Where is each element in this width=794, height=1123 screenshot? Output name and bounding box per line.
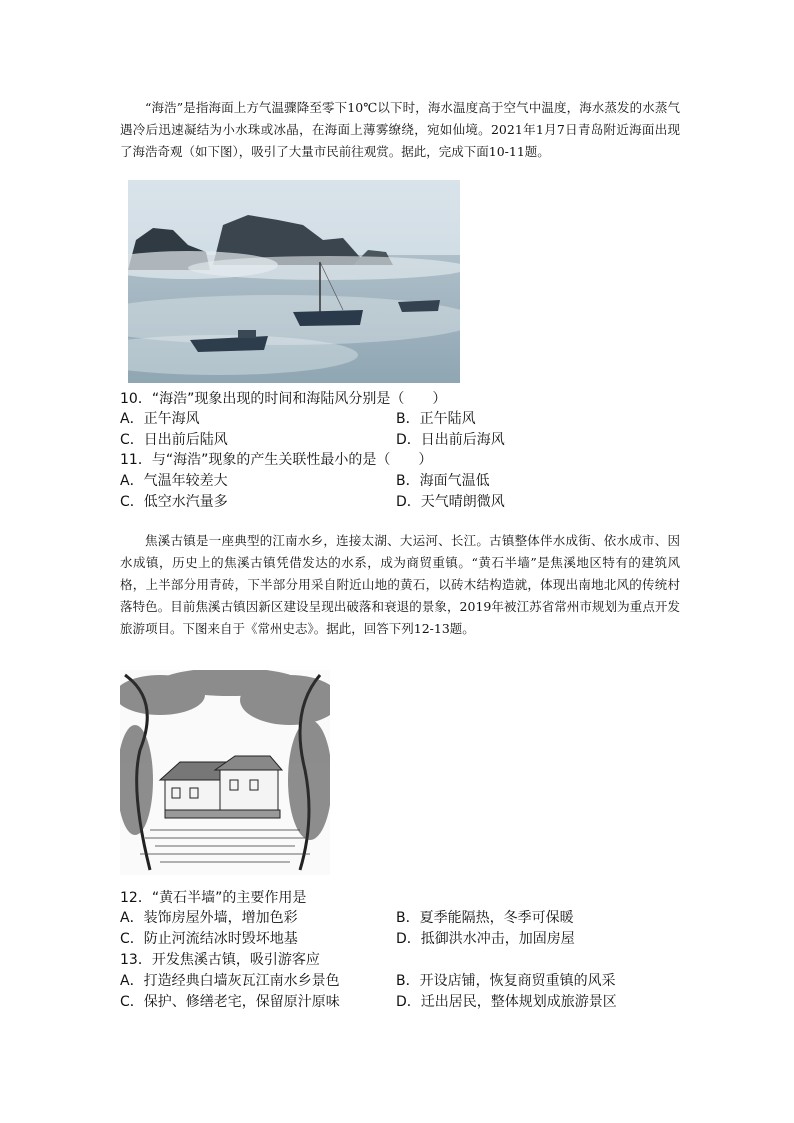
q12-option-b[interactable]: B．夏季能隔热，冬季可保暖 <box>396 910 574 926</box>
q13-option-c[interactable]: C．保护、修缮老宅，保留原汁原味 <box>120 994 340 1010</box>
question-10-stem: 10．“海浩”现象出现的时间和海陆风分别是（ ） <box>120 391 447 407</box>
q12-option-a[interactable]: A．装饰房屋外墙，增加色彩 <box>120 910 298 926</box>
q11-option-a[interactable]: A．气温年较差大 <box>120 473 228 489</box>
q12-option-d[interactable]: D．抵御洪水冲击，加固房屋 <box>396 931 575 947</box>
passage-jiaoxi: 焦溪古镇是一座典型的江南水乡，连接太湖、大运河、长江。古镇整体伴水成街、依水成市、因水成镇，历史上的焦溪古镇凭借发达的水系，成为商贸重镇。“黄石半墙”是焦溪地区特有的建筑风格，上半部分用青砖，下半部分用采自附近山地的黄石，以砖木结构造就，体现出南地北风的传统村落特色。目前焦溪古镇因新区建设呈现出破落和衰退的景象，2019年被江苏省常州市规划为重点开发旅游项目。下图来自于《常州史志》。据此，回答下列12-13题。 <box>120 533 680 636</box>
q11-option-b[interactable]: B．海面气温低 <box>396 473 490 489</box>
q11-option-c[interactable]: C．低空水汽量多 <box>120 494 228 510</box>
question-11-stem: 11．与“海浩”现象的产生关联性最小的是（ ） <box>120 452 433 468</box>
q13-option-d[interactable]: D．迁出居民，整体规划成旅游景区 <box>396 994 617 1010</box>
q11-option-d[interactable]: D．天气晴朗微风 <box>396 494 505 510</box>
sea-smoke-photo <box>128 180 460 383</box>
question-13-stem: 13．开发焦溪古镇，吸引游客应 <box>120 952 320 968</box>
q10-option-c[interactable]: C．日出前后陆风 <box>120 432 228 448</box>
question-12-stem: 12．“黄石半墙”的主要作用是 <box>120 890 307 906</box>
q12-option-c[interactable]: C．防止河流结冰时毁坏地基 <box>120 931 298 947</box>
q10-option-b[interactable]: B．正午陆风 <box>396 411 476 427</box>
jiaoxi-town-sketch <box>120 670 330 875</box>
q10-option-a[interactable]: A．正午海风 <box>120 411 200 427</box>
q13-option-b[interactable]: B．开设店铺，恢复商贸重镇的风采 <box>396 973 616 989</box>
q13-option-a[interactable]: A．打造经典白墙灰瓦江南水乡景色 <box>120 973 340 989</box>
passage-haihao: “海浩”是指海面上方气温骤降至零下10℃以下时，海水温度高于空气中温度，海水蒸发的水蒸气遇冷后迅速凝结为小水珠或冰晶，在海面上薄雾缭绕，宛如仙境。2021年1月7日青岛附近海面出现了海浩奇观（如下图），吸引了大量市民前往观赏。据此，完成下面10-11题。 <box>120 100 680 159</box>
q10-option-d[interactable]: D．日出前后海风 <box>396 432 505 448</box>
